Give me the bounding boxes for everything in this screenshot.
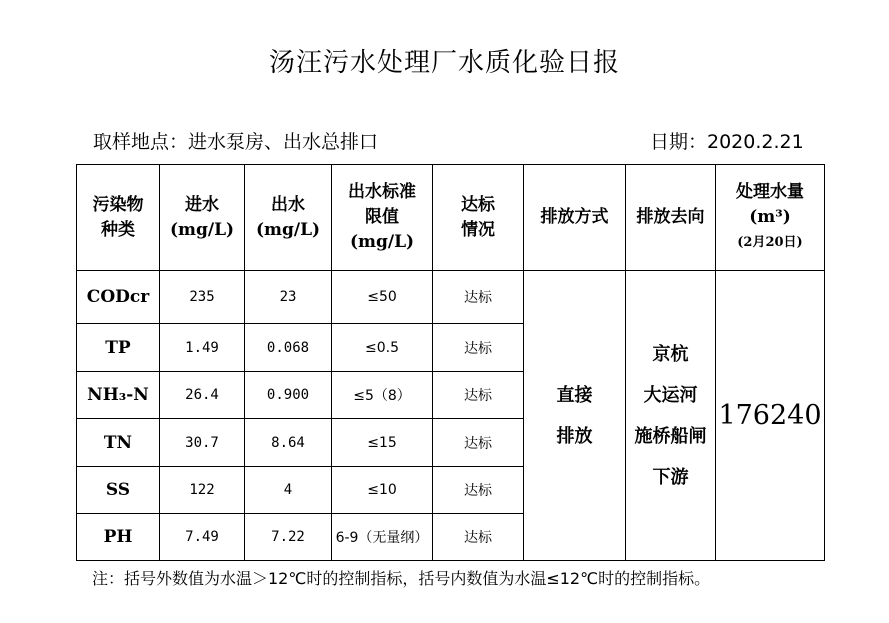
- outflow-value: 0.068: [245, 324, 332, 372]
- status-value: 达标: [433, 467, 524, 514]
- outflow-value: 7.22: [245, 514, 332, 561]
- treated-volume-value: 176240: [716, 271, 825, 561]
- limit-value: 6-9（无量纲）: [332, 514, 433, 561]
- limit-value: ≤10: [332, 467, 433, 514]
- report-title: 汤汪污水处理厂水质化验日报: [268, 48, 620, 78]
- inflow-value: 26.4: [160, 372, 245, 419]
- footnote: 注：括号外数值为水温＞12℃时的控制指标，括号内数值为水温≤12℃时的控制指标。: [92, 569, 711, 588]
- header-discharge-method: 排放方式: [524, 165, 626, 271]
- pollutant-name: PH: [77, 514, 160, 561]
- outflow-value: 4: [245, 467, 332, 514]
- table-row: [77, 271, 825, 324]
- inflow-value: 122: [160, 467, 245, 514]
- limit-value: ≤0.5: [332, 324, 433, 372]
- header-row: [77, 165, 825, 271]
- sampling-location: 取样地点：进水泵房、出水总排口: [93, 131, 379, 153]
- pollutant-name: TN: [77, 419, 160, 467]
- outflow-value: 8.64: [245, 419, 332, 467]
- header-status: 达标 情况: [433, 165, 524, 271]
- limit-value: ≤50: [332, 271, 433, 324]
- report-date: 日期：2020.2.21: [650, 131, 804, 153]
- status-value: 达标: [433, 372, 524, 419]
- pollutant-name: TP: [77, 324, 160, 372]
- status-value: 达标: [433, 419, 524, 467]
- header-discharge-dest: 排放去向: [626, 165, 716, 271]
- pollutant-name: NH₃-N: [77, 372, 160, 419]
- pollutant-name: CODcr: [77, 271, 160, 324]
- discharge-method-value: 直接 排放: [524, 271, 626, 561]
- inflow-value: 235: [160, 271, 245, 324]
- inflow-value: 1.49: [160, 324, 245, 372]
- status-value: 达标: [433, 324, 524, 372]
- limit-value: ≤15: [332, 419, 433, 467]
- inflow-value: 30.7: [160, 419, 245, 467]
- header-volume: 处理水量 (m³) (2月20日): [716, 165, 825, 271]
- header-inflow: 进水 (mg/L): [160, 165, 245, 271]
- water-quality-table: [76, 164, 825, 561]
- outflow-value: 23: [245, 271, 332, 324]
- header-outflow: 出水 (mg/L): [245, 165, 332, 271]
- outflow-value: 0.900: [245, 372, 332, 419]
- discharge-destination-value: 京杭 大运河 施桥船闸 下游: [626, 271, 716, 561]
- limit-value: ≤5（8）: [332, 372, 433, 419]
- status-value: 达标: [433, 514, 524, 561]
- header-limit: 出水标准 限值 (mg/L): [332, 165, 433, 271]
- header-pollutant: 污染物 种类: [77, 165, 160, 271]
- pollutant-name: SS: [77, 467, 160, 514]
- status-value: 达标: [433, 271, 524, 324]
- inflow-value: 7.49: [160, 514, 245, 561]
